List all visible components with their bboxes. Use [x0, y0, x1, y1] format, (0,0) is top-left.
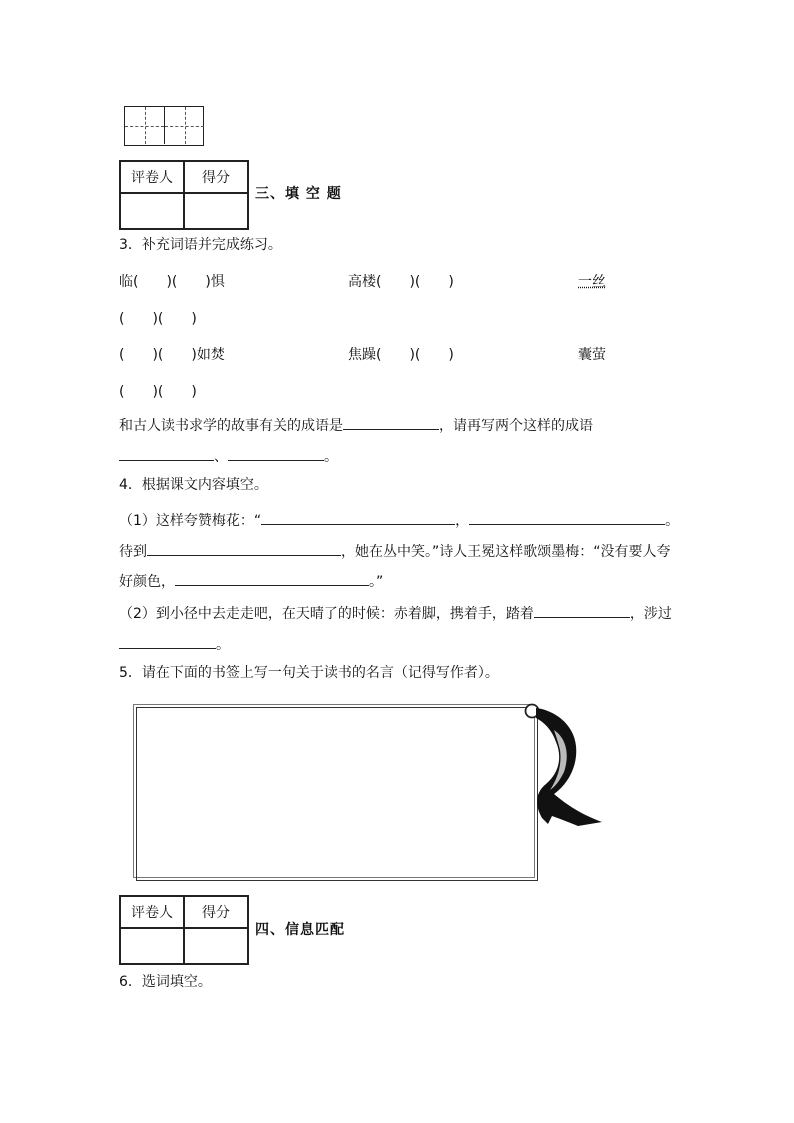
answer-blank[interactable]: [119, 632, 216, 649]
scorer-input[interactable]: [120, 928, 184, 964]
section-four-title: 四、信息匹配: [255, 922, 345, 938]
q4-line1-prefix: （1）这样夸赞梅花：“: [119, 513, 262, 529]
answer-blank[interactable]: [534, 601, 630, 618]
q4-line-3: [119, 569, 383, 591]
q3-title: 3．补充词语并完成练习。: [119, 237, 282, 253]
q3-item-3a: ( )( )如焚: [119, 347, 225, 363]
writing-grid-cell: [164, 107, 204, 144]
q3-item-1b: 高楼( )( ): [348, 274, 454, 290]
q3-item-1c: 一丝: [578, 274, 606, 290]
score-label: 得分: [184, 161, 248, 193]
q3-item-3b: 焦躁( )( ): [348, 347, 454, 363]
section-three-title: 三、填 空 题: [255, 186, 342, 202]
q4-line1-end: 。: [665, 513, 680, 529]
answer-blank[interactable]: [343, 413, 439, 430]
answer-blank[interactable]: [175, 569, 369, 586]
answer-blank[interactable]: [228, 444, 324, 461]
q3-item-3c: 囊萤: [578, 347, 606, 363]
q3-line-2: [119, 444, 338, 466]
q3-line2-end: 。: [324, 449, 338, 465]
scorer-input[interactable]: [120, 193, 184, 229]
q3-line2-sep: 、: [214, 449, 228, 465]
bookmark-ribbon-icon: [520, 700, 610, 835]
q5-title: 5．请在下面的书签上写一句关于读书的名言（记得写作者）。: [119, 665, 499, 681]
q4-line-4: [119, 601, 672, 623]
q4-line2-suffix: ，她在丛中笑。”诗人王冕这样歌颂墨梅：“没有要人夸: [341, 544, 671, 560]
q4-line3-prefix: 好颜色，: [119, 574, 175, 590]
q4-line1-sep: ，: [455, 513, 470, 529]
writing-grid-cell: [125, 107, 164, 144]
q4-line3-end: 。”: [369, 574, 384, 590]
q4-title: 4．根据课文内容填空。: [119, 477, 268, 493]
q4-line-2: [119, 539, 671, 561]
q3-item-1a: 临( )( )惧: [119, 274, 225, 290]
q4-line-5: [119, 632, 230, 654]
q3-line1-suffix: ，请再写两个这样的成语: [439, 418, 593, 434]
answer-blank[interactable]: [261, 508, 455, 525]
q4-line4-suffix: ，涉过: [629, 606, 672, 622]
answer-blank[interactable]: [119, 444, 214, 461]
scorer-label: 评卷人: [120, 896, 184, 928]
q4-line-1: [119, 508, 679, 530]
q3-line1-prefix: 和古人读书求学的故事有关的成语是: [119, 418, 343, 434]
score-input[interactable]: [184, 928, 248, 964]
score-label: 得分: [184, 896, 248, 928]
bookmark-writing-area[interactable]: [136, 707, 538, 881]
answer-blank[interactable]: [147, 539, 341, 556]
q4-line4-prefix: （2）到小径中去走走吧，在天晴了的时候：赤着脚，携着手，踏着: [119, 606, 534, 622]
scorer-label: 评卷人: [120, 161, 184, 193]
writing-grid: [124, 106, 204, 146]
q6-title: 6．选词填空。: [119, 974, 212, 990]
q4-line5-end: 。: [216, 637, 230, 653]
answer-blank[interactable]: [469, 508, 665, 525]
q3-item-4: ( )( ): [119, 384, 197, 400]
q3-line-1: [119, 413, 593, 435]
score-table-section-three: [119, 160, 249, 230]
q3-item-2: ( )( ): [119, 311, 197, 327]
q4-line2-prefix: 待到: [119, 544, 147, 560]
score-table-section-four: [119, 895, 249, 965]
score-input[interactable]: [184, 193, 248, 229]
